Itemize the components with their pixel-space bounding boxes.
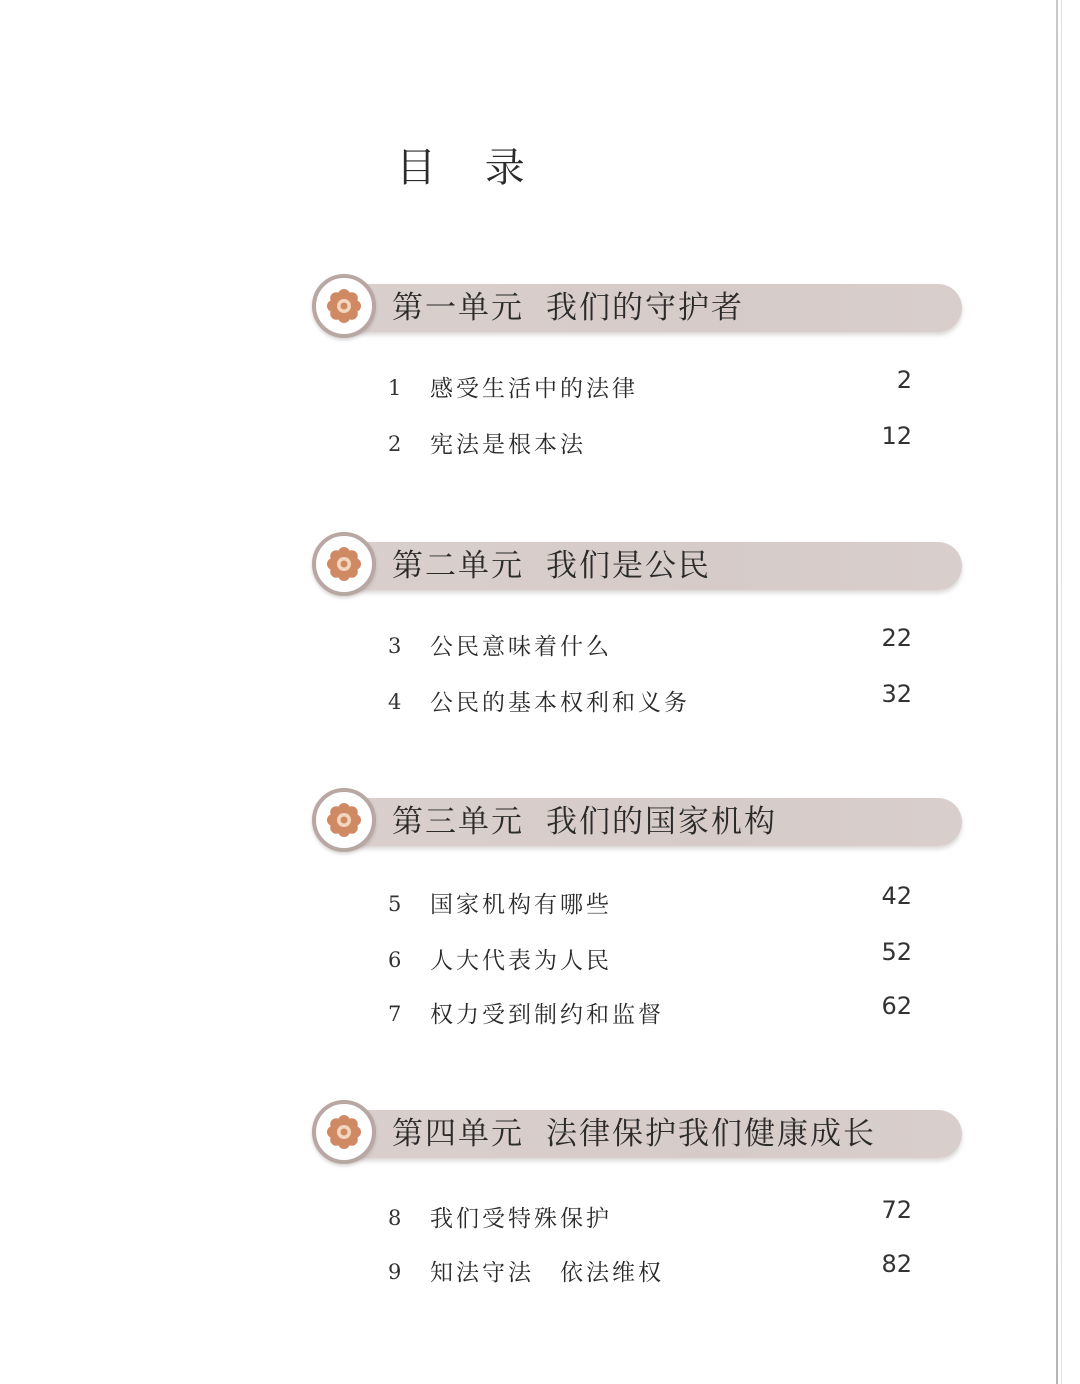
lesson-title: 公民意味着什么 [430, 634, 612, 660]
toc-entry-3[interactable] [388, 624, 912, 664]
unit-label: 第四单元 [392, 1116, 524, 1152]
unit-title [392, 1110, 876, 1158]
lesson-page: 12 [881, 422, 912, 450]
unit-label: 第一单元 [392, 290, 524, 326]
toc-entry-8[interactable] [388, 1196, 912, 1236]
lesson-page: 82 [881, 1250, 912, 1278]
flower-icon [324, 544, 364, 584]
flower-icon [324, 286, 364, 326]
unit-header-4[interactable] [312, 1100, 964, 1170]
unit-title [392, 284, 744, 332]
lesson-page: 42 [881, 882, 912, 910]
unit-name: 我们的守护者 [546, 290, 744, 326]
toc-entry-1[interactable] [388, 366, 912, 406]
lesson-number: 9 [388, 1260, 402, 1284]
unit-label: 第二单元 [392, 548, 524, 584]
toc-entry-2[interactable] [388, 422, 912, 462]
toc-entry-7[interactable] [388, 992, 912, 1032]
unit-title [392, 542, 711, 590]
lesson-page: 2 [896, 366, 912, 394]
flower-icon [324, 800, 364, 840]
toc-entry-9[interactable] [388, 1250, 912, 1290]
page-title: 目 录 [396, 145, 543, 191]
unit-header-1[interactable] [312, 274, 964, 344]
lesson-title: 知法守法 依法维权 [430, 1260, 664, 1286]
lesson-title: 公民的基本权利和义务 [430, 690, 690, 716]
lesson-title: 我们受特殊保护 [430, 1206, 612, 1232]
unit-header-2[interactable] [312, 532, 964, 602]
lesson-page: 62 [881, 992, 912, 1020]
unit-name: 我们的国家机构 [546, 804, 777, 840]
page-edge-shadow [1061, 0, 1062, 1384]
unit-label: 第三单元 [392, 804, 524, 840]
lesson-number: 3 [388, 634, 402, 658]
lesson-number: 7 [388, 1002, 402, 1026]
toc-entry-6[interactable] [388, 938, 912, 978]
lesson-number: 6 [388, 948, 402, 972]
lesson-page: 72 [881, 1196, 912, 1224]
lesson-page: 32 [881, 680, 912, 708]
toc-entry-5[interactable] [388, 882, 912, 922]
unit-badge [312, 532, 376, 596]
unit-name: 我们是公民 [546, 548, 711, 584]
lesson-number: 5 [388, 892, 402, 916]
lesson-number: 1 [388, 376, 402, 400]
lesson-title: 权力受到制约和监督 [430, 1002, 664, 1028]
unit-header-3[interactable] [312, 788, 964, 858]
unit-name: 法律保护我们健康成长 [546, 1116, 876, 1152]
lesson-title: 宪法是根本法 [430, 432, 586, 458]
toc-entry-4[interactable] [388, 680, 912, 720]
page-edge [1056, 0, 1058, 1384]
unit-title [392, 798, 777, 846]
unit-badge [312, 788, 376, 852]
lesson-page: 52 [881, 938, 912, 966]
lesson-number: 4 [388, 690, 402, 714]
lesson-number: 8 [388, 1206, 402, 1230]
unit-badge [312, 274, 376, 338]
lesson-title: 人大代表为人民 [430, 948, 612, 974]
lesson-title: 感受生活中的法律 [430, 376, 638, 402]
lesson-number: 2 [388, 432, 402, 456]
unit-badge [312, 1100, 376, 1164]
lesson-page: 22 [881, 624, 912, 652]
flower-icon [324, 1112, 364, 1152]
lesson-title: 国家机构有哪些 [430, 892, 612, 918]
